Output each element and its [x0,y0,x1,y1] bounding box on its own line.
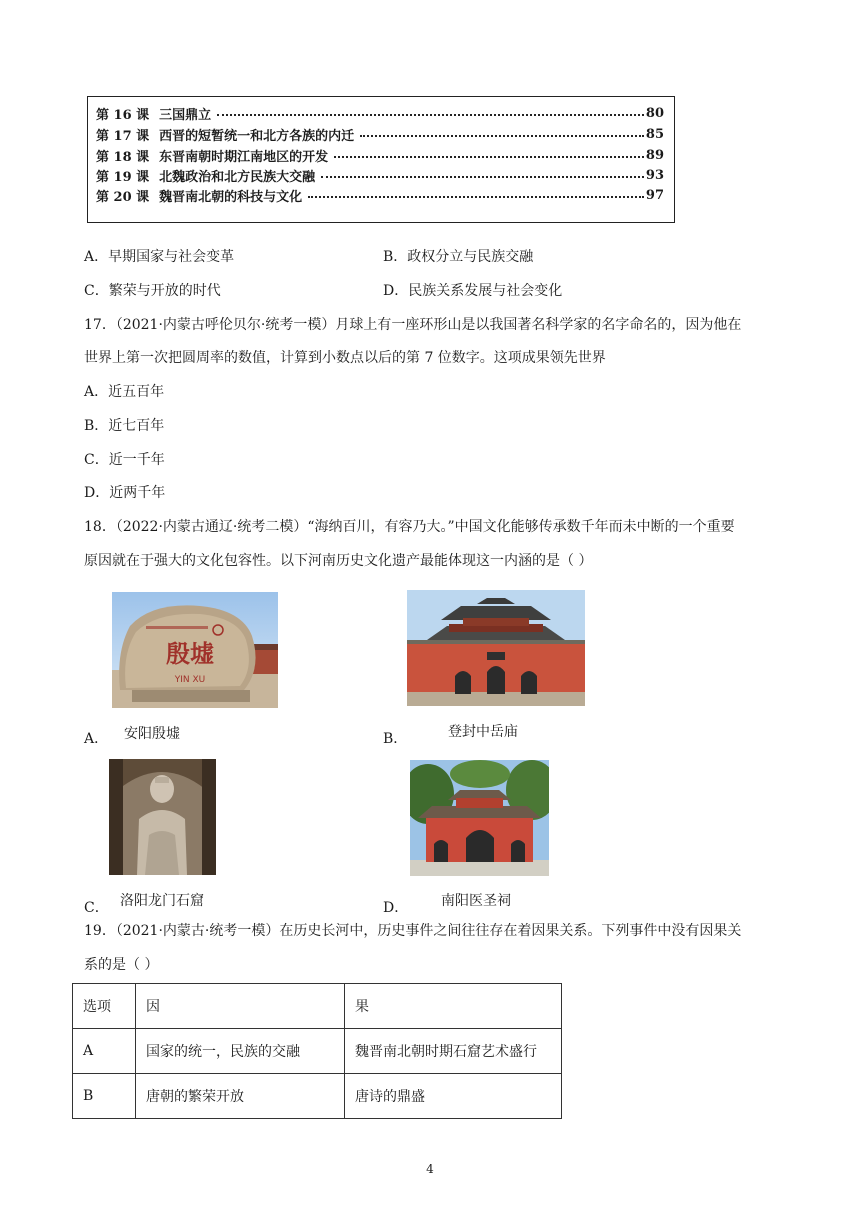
q19-stem-line1: 19．（2021·内蒙古·统考一模）在历史长河中，历史事件之间往往存在着因果关系。下列事件中没有因果关 [84,923,742,939]
toc-dot-leader [308,188,644,198]
table-cell: A [73,1029,136,1074]
zhongyue-temple-photo [407,590,585,706]
q18-stem-line2: 原因就在于强大的文化包容性。以下河南历史文化遗产最能体现这一内涵的是（ ） [84,553,593,569]
q18-option-c-caption: 洛阳龙门石窟 [120,893,204,909]
table-row [73,1029,562,1074]
toc-lesson: 第 16 课 [96,107,150,123]
q17-option-c: C．近一千年 [84,452,165,468]
toc-row [96,145,664,165]
q17-option-a: A．近五百年 [84,384,165,400]
cause-effect-table [72,983,562,1119]
toc-page: 97 [645,187,664,203]
toc-row [96,103,664,123]
toc-dot-leader [360,127,644,137]
table-cell: 国家的统一，民族的交融 [136,1029,345,1074]
yinxu-stone-photo [112,592,278,708]
q18-option-b-letter: B． [383,731,408,747]
table-of-contents-box [87,96,675,223]
q18-option-a-letter: A． [84,731,109,747]
toc-lesson: 第 17 课 [96,128,150,144]
toc-title: 三国鼎立 [159,107,212,123]
toc-page: 80 [645,105,664,121]
toc-title: 魏晋南北朝的科技与文化 [159,189,303,205]
table-header-cell: 因 [136,984,345,1029]
toc-page: 89 [645,147,664,163]
table-header-cell: 选项 [73,984,136,1029]
table-row [73,1074,562,1119]
yisheng-shrine-photo [410,760,549,876]
q16-option-c: C．繁荣与开放的时代 [84,283,221,299]
q16-option-d: D．民族关系发展与社会变化 [383,283,563,299]
q18-option-d-letter: D． [383,900,409,916]
toc-row [96,124,664,144]
table-header-cell: 果 [345,984,562,1029]
toc-dot-leader [321,168,644,178]
table-cell: 魏晋南北朝时期石窟艺术盛行 [345,1029,562,1074]
q16-option-b: B．政权分立与民族交融 [383,249,534,265]
toc-title: 西晋的短暂统一和北方各族的内迁 [159,128,355,144]
q17-stem-line1: 17．（2021·内蒙古呼伦贝尔·统考一模）月球上有一座环形山是以我国著名科学家的名字命名的，因为他在 [84,317,742,333]
q18-option-b-caption: 登封中岳庙 [448,724,518,740]
toc-page: 85 [645,126,664,142]
stone-inscription: 殷墟 [166,639,214,668]
table-cell: 唐朝的繁荣开放 [136,1074,345,1119]
toc-row [96,185,664,205]
longmen-grottoes-photo [109,759,216,875]
q19-stem-line2: 系的是（ ） [84,957,159,973]
q17-option-b: B．近七百年 [84,418,165,434]
toc-dot-leader [217,106,644,116]
q16-option-a: A．早期国家与社会变革 [84,249,235,265]
stone-inscription-sub: YIN XU [174,675,206,685]
toc-dot-leader [334,148,644,158]
table-header-row [73,984,562,1029]
q18-option-a-caption: 安阳殷墟 [124,726,180,742]
q18-option-c-letter: C． [84,900,109,916]
page-number: 4 [426,1162,434,1176]
toc-lesson: 第 19 课 [96,169,150,185]
toc-lesson: 第 20 课 [96,189,150,205]
q18-option-d-caption: 南阳医圣祠 [441,893,511,909]
table-cell: B [73,1074,136,1119]
table-cell: 唐诗的鼎盛 [345,1074,562,1119]
q18-stem-line1: 18．（2022·内蒙古通辽·统考二模）“海纳百川，有容乃大。”中国文化能够传承数千年而未中断的一个重要 [84,519,735,535]
q17-stem-line2: 世界上第一次把圆周率的数值，计算到小数点以后的第 7 位数字。这项成果领先世界 [84,350,606,366]
toc-title: 北魏政治和北方民族大交融 [159,169,316,185]
toc-page: 93 [645,167,664,183]
q17-option-d: D．近两千年 [84,485,166,501]
toc-title: 东晋南朝时期江南地区的开发 [159,149,329,165]
toc-lesson: 第 18 课 [96,149,150,165]
toc-row [96,165,664,185]
